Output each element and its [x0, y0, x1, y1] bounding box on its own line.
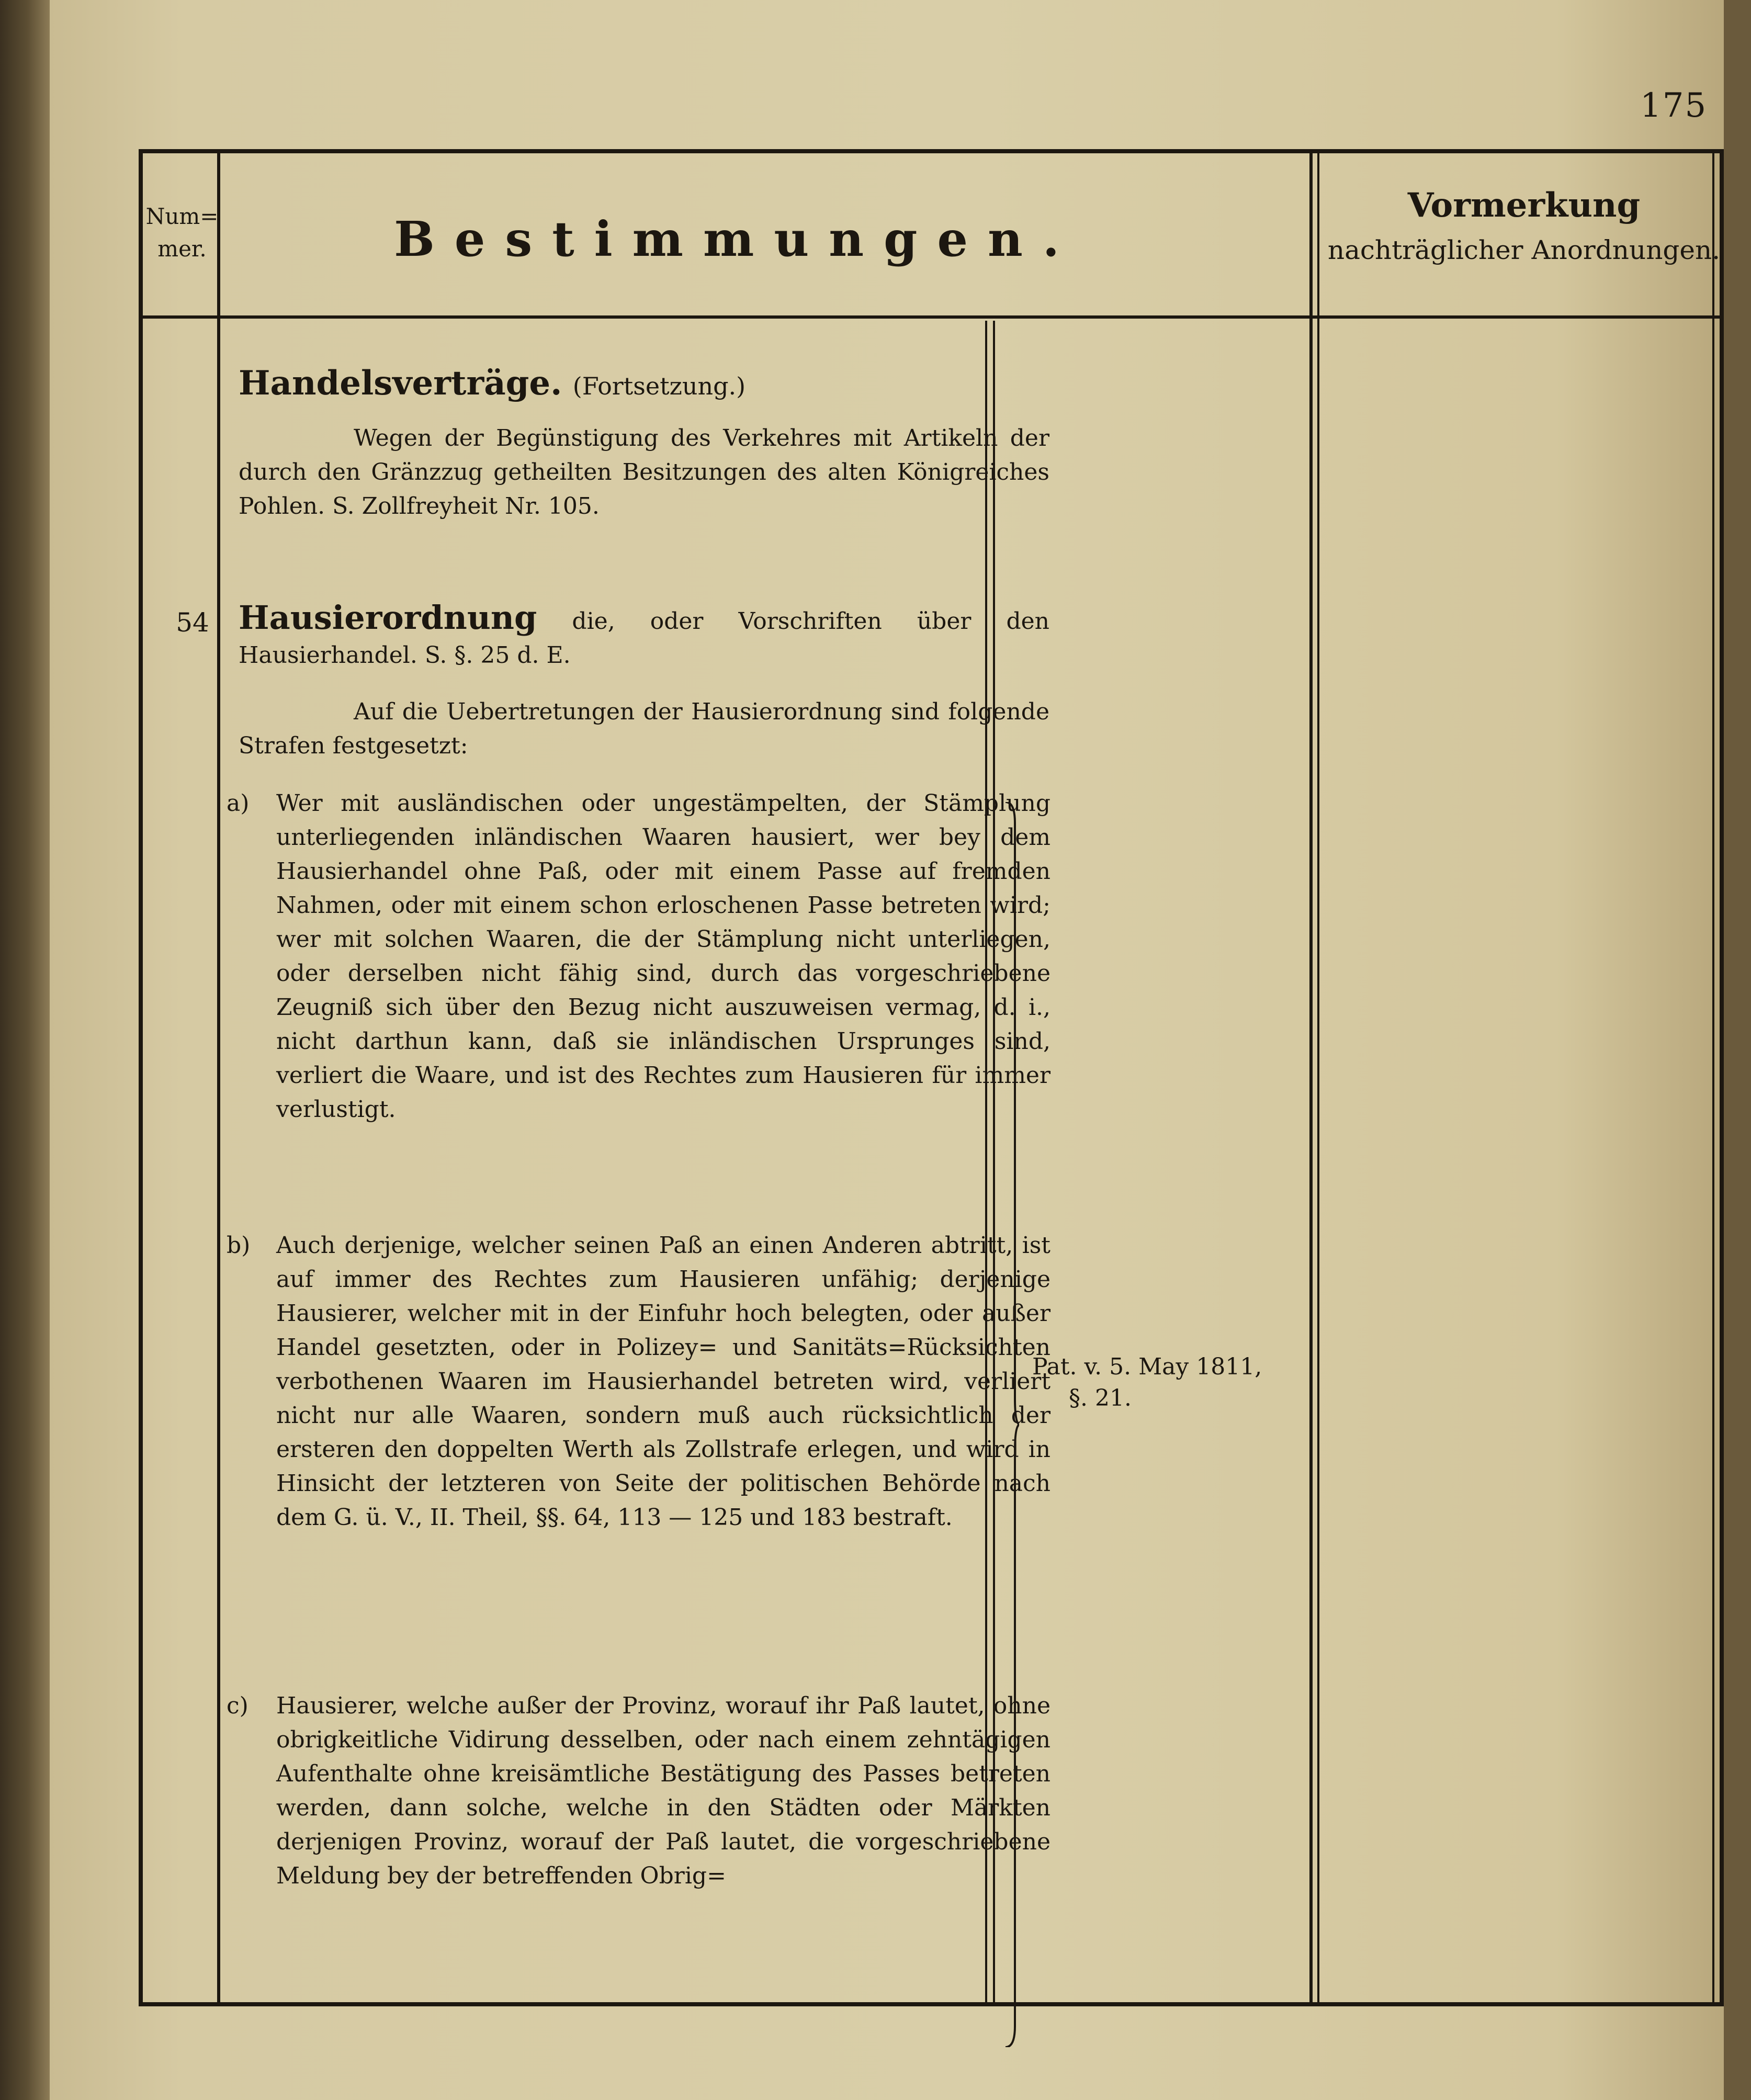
citation-line1: Pat. v. 5. May 1811, [1032, 1353, 1262, 1380]
remarks-column-header [1325, 182, 1723, 271]
list-item-label: a) [227, 790, 250, 817]
remarks-header-line1: Vormerkung [1407, 186, 1641, 225]
list-item-label: b) [227, 1232, 251, 1259]
entry-heading-text: Handelsverträge. [239, 364, 562, 403]
provisions-column-header: Bestimmungen. [394, 211, 1079, 267]
book-page [50, 0, 1724, 2100]
citation-reference [1032, 1351, 1283, 1414]
number-column-header [143, 200, 221, 265]
entry-text-handelsvertraege: Wegen der Begünstigung des Verkehres mit Artikeln der durch den Gränzzug getheilten Besitzungen des alten Königreiches Pohlen. S. Zollfreyheit Nr. 105. [239, 425, 1049, 520]
entry-heading-hausierordnung [239, 601, 1049, 672]
book-gutter [0, 0, 50, 2100]
list-item-text: Wer mit ausländischen oder ungestämpelten, der Stämplung unterliegenden inländischen Waaren hausiert, wer bey dem Hausierhandel ohne Paß, oder mit einem Passe auf fremden Nahmen, oder mit einem schon erloschenen Passe betreten wird; wer mit solchen Waaren, die der Stämplung nicht unterliegen, oder derselben nicht fähig sind, durch das vorgeschriebene Zeugniß sich über den Bezug nicht auszuweisen vermag, d. i., nicht darthun kann, daß sie inländischen Ursprunges sind, verliert die Waare, und ist des Rechtes zum Hausieren für immer verlustigt. [276, 790, 1050, 1123]
remarks-column-rule [1309, 153, 1313, 2002]
remarks-column-rule-inner [1317, 153, 1319, 2002]
page-number: 175 [1640, 86, 1708, 125]
remarks-header-line2: nachträglicher Anordnungen. [1327, 235, 1721, 265]
hausier-heading-rest: die, oder Vorschriften über den Hausierhandel. S. §. 25 d. E. [239, 608, 1049, 669]
entry-heading-handelsvertraege [239, 363, 745, 407]
list-item-label: c) [227, 1692, 248, 1719]
number-header-line2: mer. [157, 236, 207, 262]
hausier-heading-bold: Hausierordnung [239, 599, 537, 637]
number-header-line1: Num= [145, 204, 219, 229]
entry-number: 54 [176, 607, 209, 638]
list-item-text: Auch derjenige, welcher seinen Paß an einen Anderen abtritt, ist auf immer des Rechtes zum Hausieren unfähig; derjenige Hausierer, welcher mit in der Einfuhr hoch belegten, oder außer Handel gesetzten, oder in Polizey= und Sanitäts=Rücksichten verbothenen Waaren im Hausierhandel betreten wird, verliert nicht nur alle Waaren, sondern muß auch rücksichtlich der ersteren den doppelten Werth als Zollstrafe erlegen, und wird in Hinsicht der letzteren von Seite der politischen Behörde nach dem G. ü. V., II. Theil, §§. 64, 113 — 125 und 183 bestraft. [276, 1232, 1050, 1531]
header-separator [143, 315, 1720, 319]
ledger-table [139, 149, 1724, 2006]
hausier-intro-text: Auf die Uebertretungen der Hausierordnung sind folgende Strafen festgesetzt: [239, 698, 1049, 759]
outer-right-rule [1712, 153, 1714, 2002]
list-item-text: Hausierer, welche außer der Provinz, worauf ihr Paß lautet, ohne obrigkeitliche Vidirung desselben, oder nach einem zehntägigen Aufenthalte ohne kreisämtliche Bestätigung des Passes betreten werden, dann solche, welche in den Städten oder Märkten derjenigen Provinz, worauf der Paß lautet, die vorgeschriebene Meldung bey der betreffenden Obrig= [276, 1692, 1050, 1889]
citation-brace [1003, 802, 1019, 2047]
citation-line2: §. 21. [1069, 1385, 1132, 1412]
number-column-rule [217, 153, 220, 2002]
entry-heading-continuation: (Fortsetzung.) [572, 372, 746, 400]
